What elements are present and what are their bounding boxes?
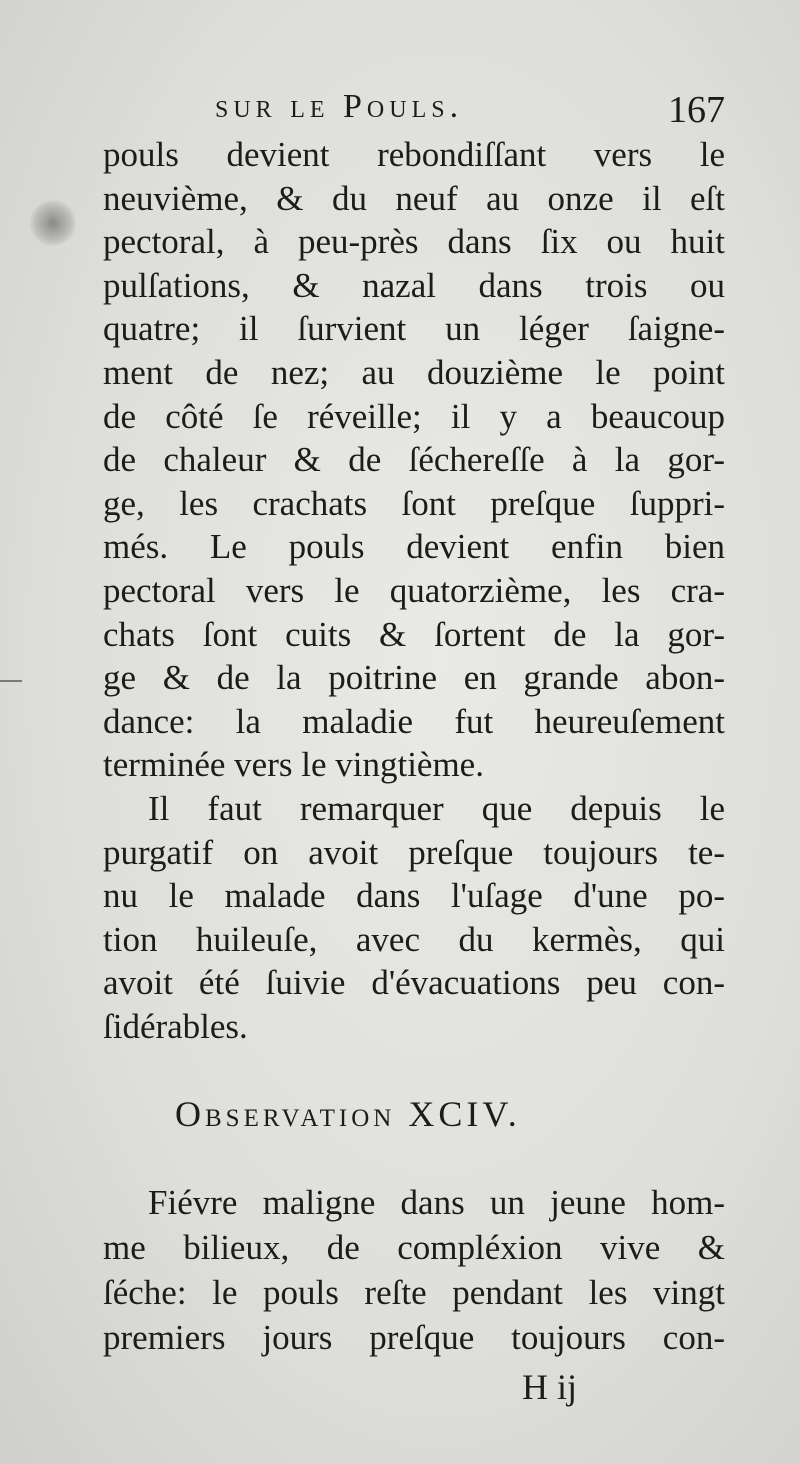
section-heading: Observation XCIV. (175, 1094, 521, 1134)
text-line: Il faut remarquer que depuis le (148, 788, 725, 828)
text-line: premiers jours preſque toujours con- (103, 1318, 725, 1357)
text-line: tion huileuſe, avec du kermès, qui (103, 919, 725, 959)
observation-94-text (103, 1180, 725, 1360)
text-line: pulſations, & nazal dans trois ou (103, 265, 725, 305)
text-line: ſéche: le pouls reſte pendant les vingt (103, 1273, 725, 1312)
text-line: pectoral, à peu-près dans ſix ou huit (103, 222, 725, 262)
text-line: avoit été ſuivie d'évacuations peu con- (103, 963, 725, 1003)
text-line: ge & de la poitrine en grande abon- (103, 658, 725, 698)
text-line: me bilieux, de compléxion vive & (103, 1228, 725, 1267)
page-edge-mark (0, 680, 22, 682)
text-line: nu le malade dans l'uſage d'une po- (103, 876, 725, 916)
text-line: purgatif on avoit preſque toujours te- (103, 832, 725, 872)
text-line: de chaleur & de ſécherеſſe à la gor- (103, 440, 725, 480)
text-line: de côté ſe réveille; il y a beaucoup (103, 396, 725, 436)
text-line: chats ſont cuits & ſortent de la gor- (103, 614, 725, 654)
text-line: terminée vers le vingtième. (103, 745, 484, 785)
text-line: ſidérables. (103, 1006, 248, 1046)
text-line: ment de nez; au douzième le point (103, 352, 725, 392)
text-line: neuvième, & du neuf au onze il eſt (103, 178, 725, 218)
page-header (215, 88, 725, 134)
observation-93-text (103, 133, 725, 1048)
text-line: pouls devient rebondiſſant vers le (103, 135, 725, 174)
text-line: dance: la maladie fut heureuſement (103, 701, 725, 741)
running-title: sur le Pouls. (215, 88, 464, 125)
text-line: quatre; il ſurvient un léger ſaigne- (103, 309, 725, 349)
text-line: pectoral vers le quatorzième, les cra- (103, 570, 725, 610)
page-number: 167 (668, 89, 725, 131)
text-line: ge, les crachats ſont preſque ſuppri- (103, 483, 725, 523)
text-line: Fiévre maligne dans un jeune hom- (148, 1183, 725, 1222)
ink-stain (30, 200, 76, 246)
signature-mark: H ij (522, 1367, 578, 1407)
text-line: més. Le pouls devient enfin bien (103, 527, 725, 567)
